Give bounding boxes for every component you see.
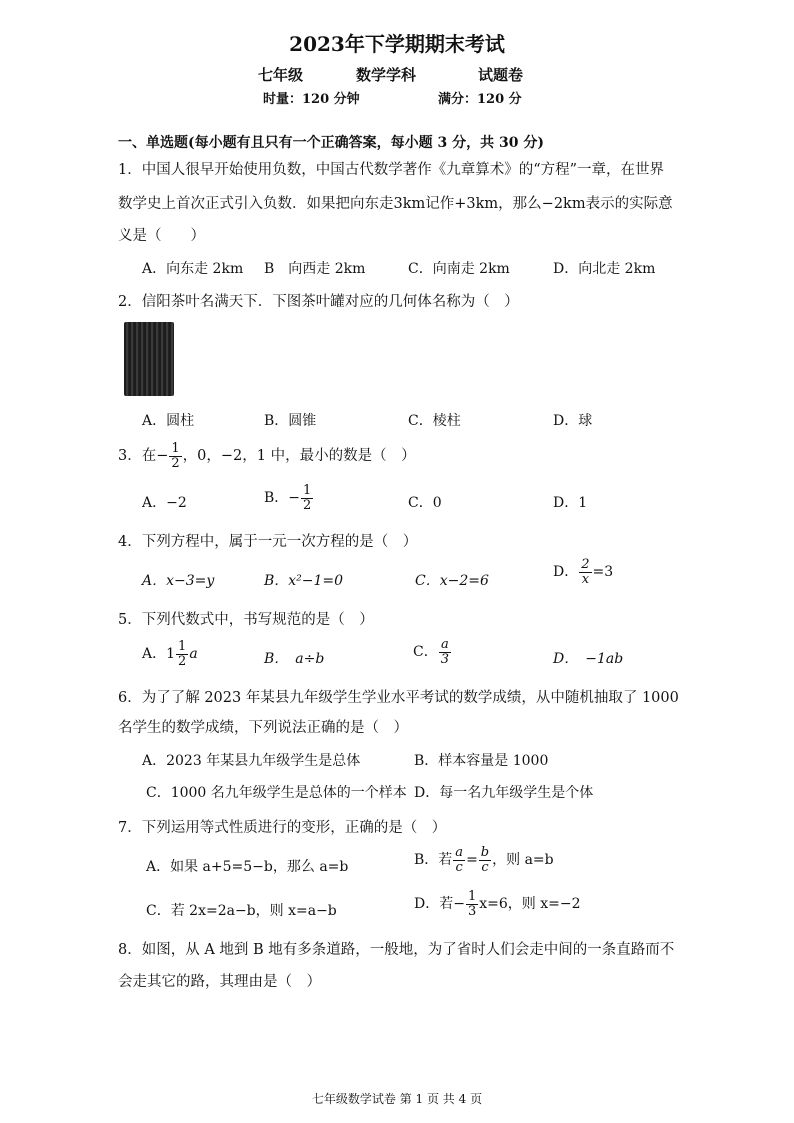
q7-option-d: D．若− $\frac{1}{3}$ x=6，则 x=−2	[414, 889, 581, 919]
q7-option-c: C．若 2x=2a−b，则 x=a−b	[146, 903, 337, 919]
q6-line1: 6．为了了解 2023 年某县九年级学生学业水平考试的数学成绩，从中随机抽取了 1000	[118, 690, 679, 706]
q4-option-d: D． $\frac{2}{x}$ =3	[553, 557, 614, 587]
paper-label: 试题卷	[478, 66, 524, 84]
q6-line2: 名学生的数学成绩，下列说法正确的是（ ）	[118, 720, 408, 736]
q6-option-d: D．每一名九年级学生是个体	[414, 785, 594, 801]
q2-option-a: A．圆柱	[142, 413, 195, 429]
q4-option-a: A．x−3=y	[142, 573, 215, 589]
q4-option-c: C．x−2=6	[415, 573, 489, 589]
q3-option-b: B．− $\frac{1}{2}$	[264, 483, 312, 513]
time-limit: 时量：120 分钟	[263, 92, 360, 107]
q3-option-c: C．0	[408, 495, 442, 511]
q1-option-b: B 向西走 2km	[264, 261, 366, 277]
q5-option-b: B． a÷b	[264, 651, 325, 667]
q2-option-b: B．圆锥	[264, 413, 317, 429]
q2-option-d: D．球	[553, 413, 593, 429]
q7-option-a: A．如果 a+5=5−b，那么 a=b	[146, 859, 349, 875]
section-heading: 一、单选题(每小题有且只有一个正确答案，每小题 3 分，共 30 分)	[118, 135, 544, 151]
q1-line1: 1．中国人很早开始使用负数，中国古代数学著作《九章算术》的“方程”一章，在世界	[118, 162, 665, 178]
q3-stem: 3．在− $\frac{1}{2}$ ，0，−2，1 中，最小的数是（ ）	[118, 441, 416, 471]
q8-line1: 8．如图，从 A 地到 B 地有多条道路，一般地，为了省时人们会走中间的一条直路而不	[118, 942, 675, 958]
q3-fraction: $\frac{1}{2}$	[171, 441, 180, 471]
q6-option-c: C．1000 名九年级学生是总体的一个样本	[146, 785, 407, 801]
q1-option-c: C．向南走 2km	[408, 261, 510, 277]
q7-option-b: B．若 $\frac{a}{c}$ = $\frac{b}{c}$ ，则 a=b	[414, 845, 554, 875]
full-score: 满分：120 分	[438, 92, 522, 107]
q3-option-d: D．1	[553, 495, 588, 511]
tea-can-image	[124, 322, 174, 396]
q1-option-d: D．向北走 2km	[553, 261, 656, 277]
q4-option-b: B．x²−1=0	[264, 573, 344, 589]
q1-line2: 数学史上首次正式引入负数．如果把向东走3km记作+3km，那么−2km表示的实际意	[118, 196, 673, 212]
q8-line2: 会走其它的路，其理由是（ ）	[118, 974, 321, 990]
q1-line3: 义是（ ）	[118, 228, 205, 244]
subject-label: 数学学科	[356, 66, 417, 84]
q3-option-a: A．−2	[142, 495, 187, 511]
q5-option-c: C． $\frac{a}{3}$	[413, 637, 449, 667]
grade-label: 七年级	[258, 66, 304, 84]
page-footer: 七年级数学试卷 第 1 页 共 4 页	[311, 1092, 483, 1106]
q7-stem: 7．下列运用等式性质进行的变形，正确的是（ ）	[118, 820, 447, 836]
q2-stem: 2．信阳茶叶名满天下．下图茶叶罐对应的几何体名称为（ ）	[118, 294, 519, 310]
q5-option-a: A．1 $\frac{1}{2}$ a	[142, 639, 198, 669]
q1-option-a: A．向东走 2km	[142, 261, 244, 277]
q4-stem: 4．下列方程中，属于一元一次方程的是（ ）	[118, 534, 418, 550]
q2-option-c: C．棱柱	[408, 413, 461, 429]
q6-option-a: A．2023 年某县九年级学生是总体	[142, 753, 361, 769]
exam-title: 2023年下学期期末考试	[289, 32, 505, 56]
q5-option-d: D． −1ab	[553, 651, 624, 667]
q6-option-b: B．样本容量是 1000	[414, 753, 549, 769]
q5-stem: 5．下列代数式中，书写规范的是（ ）	[118, 612, 374, 628]
